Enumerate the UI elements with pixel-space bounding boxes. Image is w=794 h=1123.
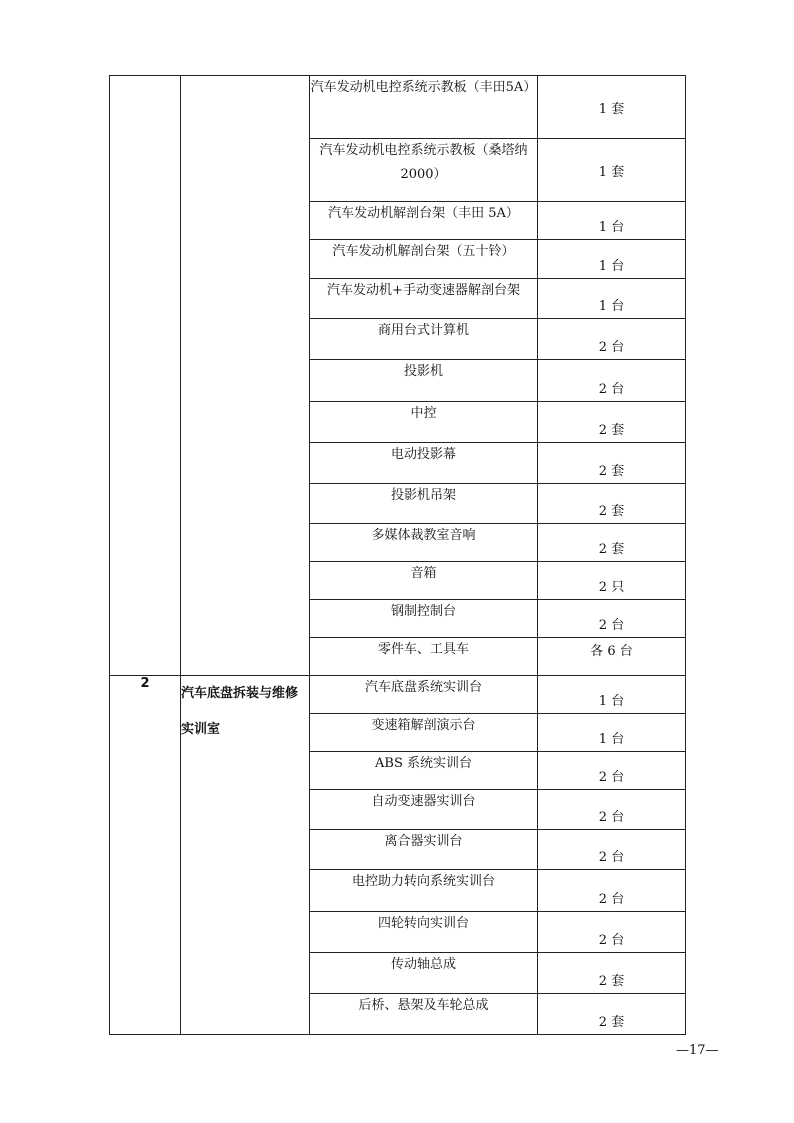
item-quantity: 1 台 (538, 240, 686, 279)
item-quantity: 2 台 (538, 600, 686, 638)
table-row (110, 676, 686, 714)
item-quantity: 2 套 (538, 994, 686, 1035)
group-name-cell: 汽车底盘拆装与维修实训室 (181, 676, 310, 1035)
item-name: 自动变速器实训台 (310, 790, 538, 830)
item-quantity: 2 只 (538, 562, 686, 600)
item-quantity: 2 台 (538, 912, 686, 953)
item-name: 变速箱解剖演示台 (310, 714, 538, 752)
item-name: 后桥、悬架及车轮总成 (310, 994, 538, 1035)
item-name: 商用台式计算机 (310, 319, 538, 360)
page-number: —17— (676, 1043, 719, 1058)
item-quantity: 2 台 (538, 319, 686, 360)
item-quantity: 2 套 (538, 524, 686, 562)
item-quantity: 2 台 (538, 790, 686, 830)
item-quantity: 1 台 (538, 202, 686, 240)
item-name: 多媒体裁教室音响 (310, 524, 538, 562)
item-quantity: 1 套 (538, 76, 686, 139)
group-number-cell: 2 (110, 676, 181, 1035)
item-quantity: 1 套 (538, 139, 686, 202)
item-quantity: 2 套 (538, 443, 686, 484)
item-quantity: 各 6 台 (538, 638, 686, 676)
item-name: 零件车、工具车 (310, 638, 538, 676)
item-name: 汽车发动机解剖台架（五十铃） (310, 240, 538, 279)
group-number-cell (110, 76, 181, 676)
group-name-cell (181, 76, 310, 676)
item-name: 电动投影幕 (310, 443, 538, 484)
item-name: 离合器实训台 (310, 830, 538, 870)
item-name: 投影机 (310, 360, 538, 402)
table-row (110, 76, 686, 139)
item-name: 钢制控制台 (310, 600, 538, 638)
item-name: 投影机吊架 (310, 484, 538, 524)
item-name: 汽车底盘系统实训台 (310, 676, 538, 714)
item-name: 汽车发动机+手动变速器解剖台架 (310, 279, 538, 319)
item-quantity: 2 套 (538, 484, 686, 524)
item-name: 音箱 (310, 562, 538, 600)
item-name: 电控助力转向系统实训台 (310, 870, 538, 912)
item-quantity: 2 台 (538, 830, 686, 870)
item-name: 汽车发动机解剖台架（丰田 5A） (310, 202, 538, 240)
item-quantity: 1 台 (538, 676, 686, 714)
equipment-table (109, 75, 686, 1035)
item-name: 中控 (310, 402, 538, 443)
item-quantity: 2 套 (538, 953, 686, 994)
item-quantity: 1 台 (538, 714, 686, 752)
item-quantity: 2 台 (538, 870, 686, 912)
item-quantity: 1 台 (538, 279, 686, 319)
item-name: ABS 系统实训台 (310, 752, 538, 790)
item-name: 四轮转向实训台 (310, 912, 538, 953)
item-name: 汽车发动机电控系统示教板（桑塔纳 2000） (310, 139, 538, 202)
item-quantity: 2 套 (538, 402, 686, 443)
item-quantity: 2 台 (538, 360, 686, 402)
item-quantity: 2 台 (538, 752, 686, 790)
item-name: 传动轴总成 (310, 953, 538, 994)
item-name: 汽车发动机电控系统示教板（丰田5A） (310, 76, 538, 139)
